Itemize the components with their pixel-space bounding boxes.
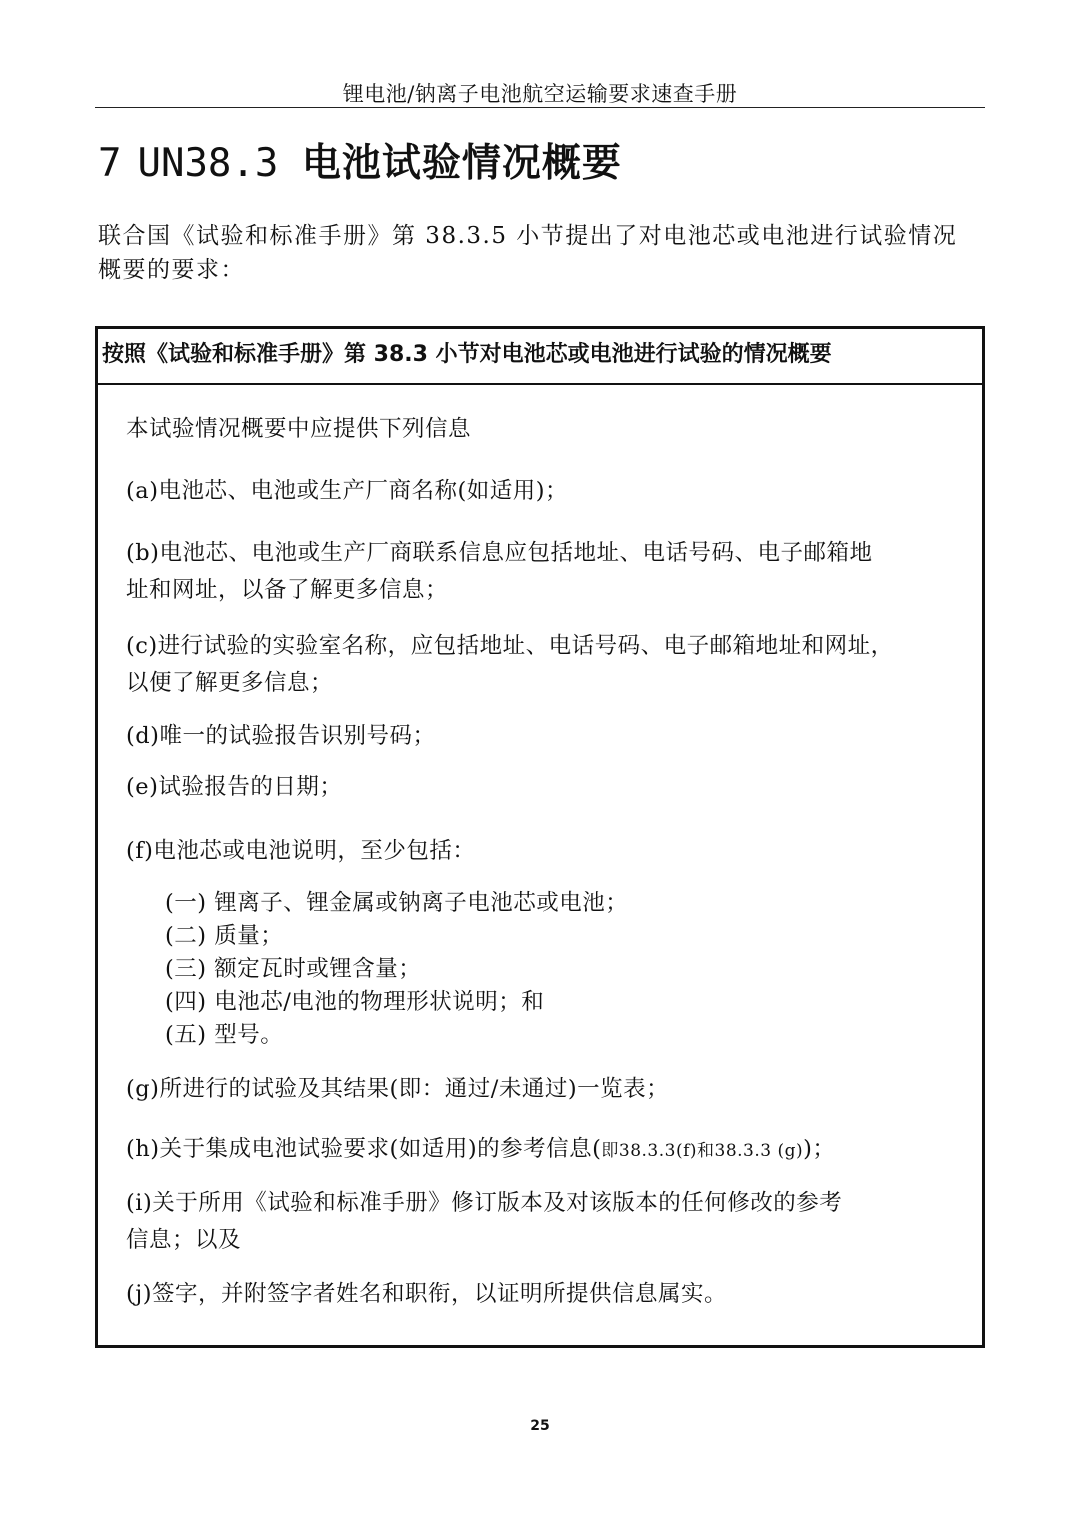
box-lead-text: 本试验情况概要中应提供下列信息 xyxy=(126,416,472,442)
item-f-sub-3: (三) 额定瓦时或锂含量； xyxy=(165,956,422,982)
item-a: (a)电池芯、电池或生产厂商名称(如适用)； xyxy=(126,478,569,504)
summary-requirements-box xyxy=(95,326,985,1348)
item-e: (e)试验报告的日期； xyxy=(126,774,343,800)
item-f: (f)电池芯或电池说明，至少包括： xyxy=(126,838,476,864)
item-h xyxy=(126,1131,835,1163)
item-b-line2: 址和网址，以备了解更多信息； xyxy=(126,577,449,603)
item-c-line1: (c)进行试验的实验室名称，应包括地址、电话号码、电子邮箱地址和网址， xyxy=(126,633,894,659)
item-h-reference: 即38.3.3(f)和38.3.3 (g) xyxy=(601,1141,804,1161)
item-j: (j)签字，并附签字者姓名和职衔，以证明所提供信息属实。 xyxy=(126,1281,728,1307)
section-number: 7 xyxy=(98,141,122,186)
item-f-sub-2: (二) 质量； xyxy=(165,923,284,949)
section-title xyxy=(98,132,622,188)
section-heading-text: 电池试验情况概要 xyxy=(301,141,622,186)
section-code: UN38.3 xyxy=(137,141,279,186)
page-number: 25 xyxy=(530,1418,550,1434)
item-g: (g)所进行的试验及其结果(即：通过/未通过)一览表； xyxy=(126,1076,670,1102)
item-b-line1: (b)电池芯、电池或生产厂商联系信息应包括地址、电话号码、电子邮箱地 xyxy=(126,540,873,566)
running-header: 锂电池/钠离子电池航空运输要求速查手册 xyxy=(342,82,738,106)
item-i-line1: (i)关于所用《试验和标准手册》修订版本及对该版本的任何修改的参考 xyxy=(126,1190,843,1216)
header-divider xyxy=(95,107,985,108)
item-f-sub-1: (一) 锂离子、锂金属或钠离子电池芯或电池； xyxy=(165,890,629,916)
item-f-sub-4: (四) 电池芯/电池的物理形状说明；和 xyxy=(165,989,545,1015)
item-i-line2: 信息；以及 xyxy=(126,1227,242,1253)
item-c-line2: 以便了解更多信息； xyxy=(126,670,334,696)
item-d: (d)唯一的试验报告识别号码； xyxy=(126,723,436,749)
item-h-end: )； xyxy=(803,1136,836,1162)
item-f-sub-5: (五) 型号。 xyxy=(165,1022,284,1048)
item-h-main: (h)关于集成电池试验要求(如适用)的参考信息( xyxy=(126,1136,602,1162)
box-heading: 按照《试验和标准手册》第 38.3 小节对电池芯或电池进行试验的情况概要 xyxy=(98,329,982,385)
intro-paragraph: 联合国《试验和标准手册》第 38.3.5 小节提出了对电池芯或电池进行试验情况概要的要求： xyxy=(98,223,958,283)
